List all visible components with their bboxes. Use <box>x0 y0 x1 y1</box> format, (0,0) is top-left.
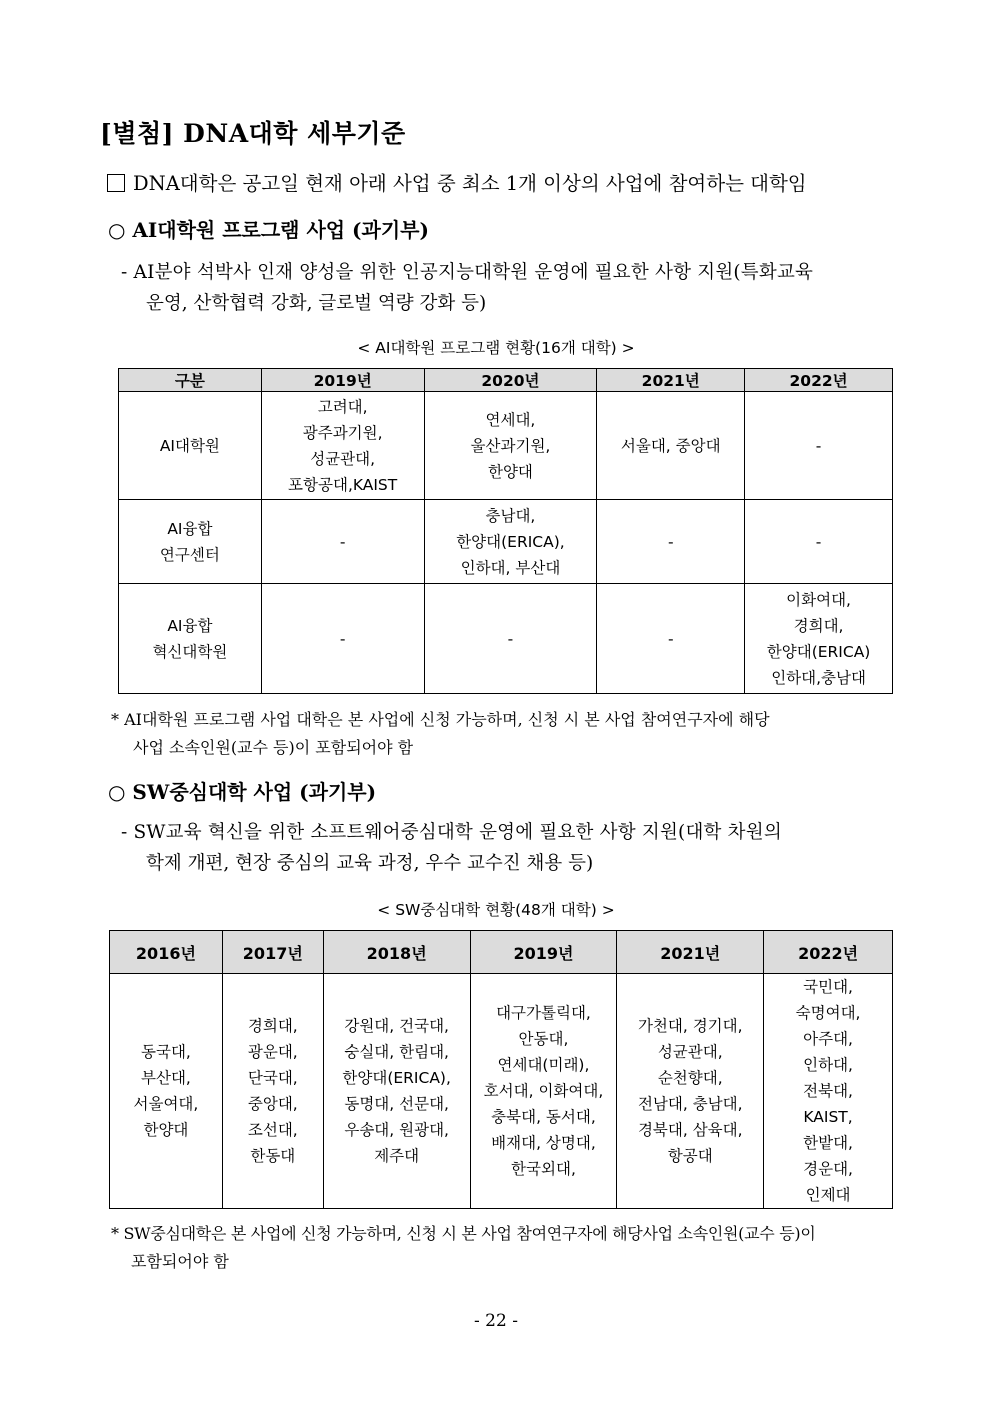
table-row <box>110 974 893 1209</box>
cell-text-line: 대구가톨릭대, <box>496 1004 591 1022</box>
cell-text-line: 한밭대, <box>803 1134 853 1152</box>
cell-text-line: 혁신대학원 <box>152 642 228 661</box>
row-label <box>119 392 262 500</box>
row-label <box>119 584 262 694</box>
cell-text-line: 서울여대, <box>133 1095 199 1113</box>
cell-text-line: 숙명여대, <box>795 1004 861 1022</box>
page-number: - 22 - <box>474 1311 518 1331</box>
cell-text-line: 인하대, <box>803 1056 853 1074</box>
cell-text-line: 한양대(ERICA), <box>342 1069 451 1087</box>
column-header: 2022년 <box>745 369 893 392</box>
cell-text-line: 고려대, <box>317 397 368 416</box>
cell-text-line: 우송대, 원광대, <box>344 1121 449 1139</box>
cell-text-line: 광주과기원, <box>302 423 383 442</box>
table-cell <box>424 584 597 694</box>
ai-table-header-row <box>119 369 893 392</box>
cell-text-line: KAIST, <box>803 1108 853 1126</box>
table-cell <box>597 392 745 500</box>
cell-text-line: 인하대, 부산대 <box>460 558 561 577</box>
cell-text-line: 한양대(ERICA), <box>456 532 565 551</box>
sw-desc-line1: - SW교육 혁신을 위한 소프트웨어중심대학 운영에 필요한 사항 지원(대학 차원의 <box>121 822 782 843</box>
table-cell <box>745 584 893 694</box>
cell-text-line: 단국대, <box>247 1069 298 1087</box>
cell-text-line: 한국외대, <box>511 1160 576 1178</box>
column-header: 2021년 <box>617 931 764 974</box>
column-header: 2020년 <box>424 369 597 392</box>
sw-section-heading: ○ SW중심대학 사업 (과기부) <box>108 780 377 804</box>
cell-text-line: 연세대, <box>485 410 536 429</box>
cell-text-line: 중앙대, <box>247 1095 298 1113</box>
ai-note-line2: 사업 소속인원(교수 등)이 포함되어야 함 <box>133 738 414 757</box>
cell-text-line: 동명대, 선문대, <box>344 1095 449 1113</box>
cell-text-line: 이화여대, <box>786 590 851 609</box>
cell-text-line: 한양대 <box>487 462 533 481</box>
column-header: 2019년 <box>261 369 424 392</box>
cell-text-line: 안동대, <box>518 1030 569 1048</box>
cell-text-line: - <box>667 532 674 551</box>
sw-section-description <box>121 817 897 879</box>
sw-note-line1: * SW중심대학은 본 사업에 신청 가능하며, 신청 시 본 사업 참여연구자에 해당사업 소속인원(교수 등)이 <box>111 1224 816 1243</box>
cell-text-line: AI대학원 <box>159 436 220 455</box>
cell-text-line: 동국대, <box>141 1043 191 1061</box>
cell-text-line: 인제대 <box>805 1186 851 1204</box>
cell-text-line: AI융합 <box>167 519 213 538</box>
table-cell <box>323 974 470 1209</box>
cell-text-line: - <box>339 532 346 551</box>
column-header: 2022년 <box>764 931 893 974</box>
cell-text-line: 가천대, 경기대, <box>637 1017 743 1035</box>
cell-text-line: 전남대, 충남대, <box>637 1095 743 1113</box>
intro-text: DNA대학은 공고일 현재 아래 사업 중 최소 1개 이상의 사업에 참여하는 대학임 <box>133 172 807 195</box>
cell-text-line: 항공대 <box>667 1147 713 1165</box>
ai-section-heading: ○ AI대학원 프로그램 사업 (과기부) <box>108 218 429 242</box>
checkbox-square-icon <box>107 174 125 192</box>
table-cell <box>222 974 323 1209</box>
cell-text-line: 강원대, 건국대, <box>344 1017 449 1035</box>
ai-program-table <box>118 368 893 694</box>
cell-text-line: 제주대 <box>374 1147 420 1165</box>
table-cell <box>261 584 424 694</box>
cell-text-line: 호서대, 이화여대, <box>483 1082 604 1100</box>
table-cell <box>764 974 893 1209</box>
cell-text-line: 순천향대, <box>657 1069 723 1087</box>
table-cell <box>424 392 597 500</box>
ai-desc-line1: - AI분야 석박사 인재 양성을 위한 인공지능대학원 운영에 필요한 사항 지원(특화교육 <box>121 262 814 283</box>
column-header: 2021년 <box>597 369 745 392</box>
cell-text-line: - <box>815 532 822 551</box>
cell-text-line: 아주대, <box>803 1030 853 1048</box>
cell-text-line: AI융합 <box>167 616 213 635</box>
cell-text-line: 광운대, <box>247 1043 298 1061</box>
ai-section-note <box>111 706 901 762</box>
cell-text-line: 연세대(미래), <box>497 1056 590 1074</box>
table-cell <box>617 974 764 1209</box>
ai-section-description <box>121 257 897 319</box>
table-cell <box>745 392 893 500</box>
ai-table-caption: < AI대학원 프로그램 현황(16개 대학) > <box>357 339 635 357</box>
sw-note-line2: 포함되어야 함 <box>131 1252 229 1271</box>
table-cell <box>261 392 424 500</box>
column-header: 2018년 <box>323 931 470 974</box>
cell-text-line: - <box>815 436 822 455</box>
table-cell <box>597 500 745 584</box>
cell-text-line: 조선대, <box>247 1121 298 1139</box>
cell-text-line: 성균관대, <box>657 1043 723 1061</box>
table-row <box>119 500 893 584</box>
cell-text-line: 부산대, <box>141 1069 191 1087</box>
cell-text-line: 울산과기원, <box>470 436 551 455</box>
cell-text-line: 한양대(ERICA) <box>766 642 871 661</box>
cell-text-line: 성균관대, <box>310 449 376 468</box>
cell-text-line: 한동대 <box>250 1147 296 1165</box>
cell-text-line: - <box>507 629 514 648</box>
table-cell <box>597 584 745 694</box>
column-header: 2017년 <box>222 931 323 974</box>
cell-text-line: - <box>667 629 674 648</box>
cell-text-line: 인하대,충남대 <box>771 668 866 687</box>
ai-note-line1: * AI대학원 프로그램 사업 대학은 본 사업에 신청 가능하며, 신청 시 본 사업 참여연구자에 해당 <box>111 710 770 729</box>
cell-text-line: 서울대, 중앙대 <box>620 436 721 455</box>
sw-section-note <box>111 1220 901 1276</box>
column-header: 2019년 <box>470 931 617 974</box>
cell-text-line: 충남대, <box>485 506 536 525</box>
sw-table-header-row <box>110 931 893 974</box>
cell-text-line: 경희대, <box>247 1017 298 1035</box>
cell-text-line: 경북대, 삼육대, <box>637 1121 743 1139</box>
sw-table-caption: < SW중심대학 현황(48개 대학) > <box>377 901 615 919</box>
sw-desc-line2: 학제 개편, 현장 중심의 교육 과정, 우수 교수진 채용 등) <box>146 853 594 874</box>
cell-text-line: 한양대 <box>143 1121 189 1139</box>
sw-university-table <box>109 930 893 1209</box>
cell-text-line: 경운대, <box>803 1160 853 1178</box>
intro-statement <box>107 168 807 196</box>
table-row <box>119 584 893 694</box>
cell-text-line: 국민대, <box>803 978 853 996</box>
cell-text-line: 숭실대, 한림대, <box>344 1043 449 1061</box>
page-title: [별첨] DNA대학 세부기준 <box>100 119 406 148</box>
column-header: 2016년 <box>110 931 223 974</box>
cell-text-line: 경희대, <box>793 616 844 635</box>
table-cell <box>745 500 893 584</box>
cell-text-line: 배재대, 상명대, <box>491 1134 596 1152</box>
table-row <box>119 392 893 500</box>
cell-text-line: - <box>339 629 346 648</box>
table-cell <box>424 500 597 584</box>
row-label <box>119 500 262 584</box>
cell-text-line: 연구센터 <box>159 545 220 564</box>
cell-text-line: 포항공대,KAIST <box>288 475 398 494</box>
table-cell <box>470 974 617 1209</box>
table-cell <box>110 974 223 1209</box>
column-header: 구분 <box>119 369 262 392</box>
ai-desc-line2: 운영, 산학협력 강화, 글로벌 역량 강화 등) <box>146 293 487 314</box>
cell-text-line: 충북대, 동서대, <box>491 1108 596 1126</box>
cell-text-line: 전북대, <box>803 1082 853 1100</box>
table-cell <box>261 500 424 584</box>
